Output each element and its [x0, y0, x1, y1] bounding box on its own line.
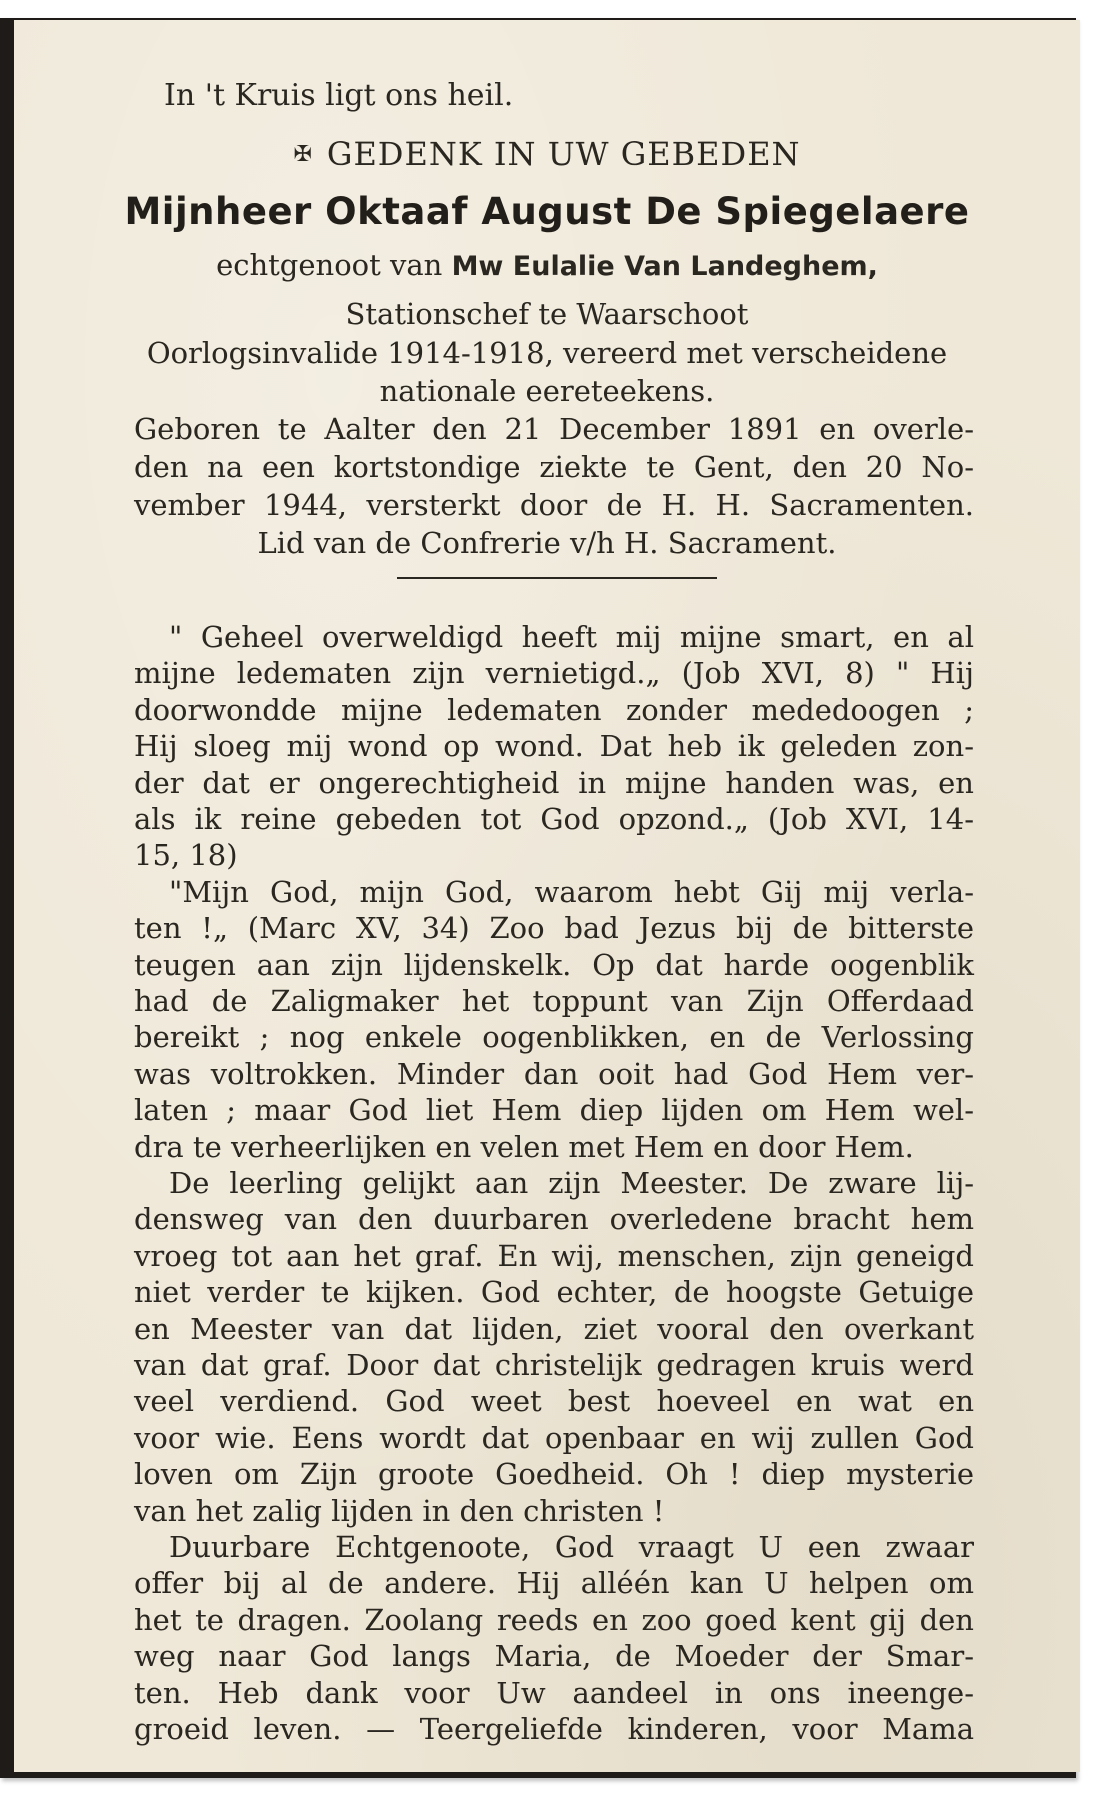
- body-line: doorwondde mijne ledematen zonder mededoogen ;: [134, 692, 974, 727]
- body-line: van het zalig lijden in den christen !: [134, 1493, 665, 1528]
- body-line: groeid leven. — Teergeliefde kinderen, voor Mama: [134, 1712, 974, 1746]
- body-line: veel verdiend. God weet best hoeveel en wat en: [134, 1384, 974, 1419]
- body-line: Hij sloeg mij wond op wond. Dat heb ik geleden zon-: [134, 729, 974, 764]
- body-line: als ik reine gebeden tot God opzond.„ (Job XVI, 14-: [134, 802, 974, 836]
- divider-rule: [397, 577, 717, 579]
- body-line: offer bij al de andere. Hij alléén kan U helpen om: [134, 1566, 974, 1601]
- body-line: van dat graf. Door dat christelijk gedragen kruis werd: [134, 1348, 974, 1382]
- occupation: Stationschef te Waarschoot: [345, 297, 749, 331]
- body-line: ten !„ (Marc XV, 34) Zoo bad Jezus bij de bitterste: [134, 911, 974, 946]
- body-line: en Meester van dat lijden, ziet vooral den overkant: [134, 1311, 974, 1346]
- body-line: bereikt ; nog enkele oogenblikken, en de Verlossing: [134, 1020, 974, 1055]
- confrerie: Lid van de Confrerie v/h H. Sacrament.: [257, 526, 837, 560]
- birth-line: Geboren te Aalter den 21 December 1891 en overle-: [134, 412, 974, 446]
- body-line: De leerling gelijkt aan zijn Meester. De zware lij-: [169, 1166, 974, 1200]
- motto: In 't Kruis ligt ons heil.: [164, 78, 514, 113]
- body-line: voor wie. Eens wordt dat openbaar en wij zullen God: [134, 1420, 974, 1455]
- body-line: laten ; maar God liet Hem diep lijden om Hem wel-: [134, 1093, 974, 1128]
- card-paper: [14, 20, 1080, 1772]
- body-line: het te dragen. Zoolang reeds en zoo goed kent gij den: [134, 1602, 974, 1637]
- deceased-name: Mijnheer Oktaaf August De Spiegelaere: [124, 190, 970, 233]
- body-line: teugen aan zijn lijdenskelk. Op dat harde oogenblik: [134, 947, 974, 982]
- spouse-prefix: echtgenoot van: [216, 248, 443, 282]
- gedenk-heading: [14, 135, 1080, 173]
- war-line-2: nationale eereteekens.: [379, 374, 715, 408]
- body-line: 15, 18): [134, 838, 238, 873]
- cross-icon: ✠: [293, 141, 313, 167]
- body-line: densweg van den duurbaren overledene bracht hem: [134, 1202, 974, 1237]
- body-line: had de Zaligmaker het toppunt van Zijn Offerdaad: [134, 984, 974, 1018]
- birth-line: vember 1944, versterkt door de H. H. Sacramenten.: [134, 488, 974, 522]
- body-line: der dat er ongerechtigheid in mijne handen was, en: [134, 765, 974, 800]
- body-line: loven om Zijn groote Goedheid. Oh ! diep mysterie: [134, 1457, 974, 1492]
- body-line: " Geheel overweldigd heeft mij mijne smart, en al: [169, 620, 974, 654]
- body-line: weg naar God langs Maria, de Moeder der Smar-: [134, 1639, 974, 1674]
- body-line: niet verder te kijken. God echter, de hoogste Getuige: [134, 1275, 974, 1310]
- war-line-1: Oorlogsinvalide 1914-1918, vereerd met verscheidene: [146, 336, 948, 370]
- memorial-card: [0, 18, 1076, 1778]
- body-line: mijne ledematen zijn vernietigd.„ (Job XVI, 8) " Hij: [134, 656, 974, 691]
- body-line: dra te verheerlijken en velen met Hem en door Hem.: [134, 1129, 914, 1164]
- body-line: vroeg tot aan het graf. En wij, menschen, zijn geneigd: [134, 1238, 974, 1273]
- body-line: ten. Heb dank voor Uw aandeel in ons ineenge-: [134, 1675, 974, 1710]
- body-line: was voltrokken. Minder dan ooit had God Hem ver-: [134, 1056, 974, 1091]
- birth-line: den na een kortstondige ziekte te Gent, den 20 No-: [134, 450, 974, 484]
- body-line: Duurbare Echtgenoote, God vraagt U een zwaar: [169, 1530, 974, 1564]
- body-line: "Mijn God, mijn God, waarom hebt Gij mij verla-: [169, 874, 974, 909]
- spouse-name: Mw Eulalie Van Landeghem,: [451, 251, 878, 282]
- spouse-line: [14, 248, 1080, 282]
- gedenk-text: GEDENK IN UW GEBEDEN: [326, 135, 801, 173]
